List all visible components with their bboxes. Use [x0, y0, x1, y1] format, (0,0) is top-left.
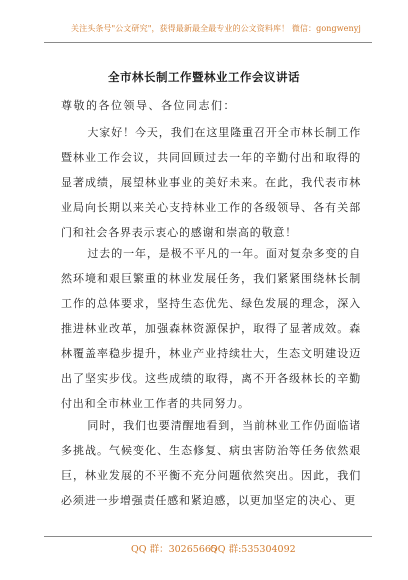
paragraph-challenges: 同时，我们也要清醒地看到，当前林业工作仍面临诸多挑战。气候变化、生态修复、病虫害防治等任务依然艰巨，林业发展的不平衡不充分问题依然突出。因此，我们必须进一步增强责任感和紧迫感，以更加坚定的决心、更 [61, 419, 361, 507]
footer-qq-group-1: QQ 群：30265665 [131, 544, 217, 555]
footer-divider [44, 536, 372, 537]
page-footer [0, 536, 408, 556]
salutation: 尊敬的各位领导、各位同志们： [61, 99, 236, 112]
header-divider [44, 42, 372, 43]
header-promo-text: 关注头条号"公文研究"，获得最新最全最专业的公文资料库！ 微信：gongwenyj [71, 24, 361, 33]
paragraph-review: 过去的一年，是极不平凡的一年。面对复杂多变的自然环境和艰巨繁重的林业发展任务，我们紧紧围绕林长制工作的总体要求，坚持生态优先、绿色发展的理念，深入推进林业改革，加强森林资源保护，取得了显著成效。森林覆盖率稳步提升，林业产业持续壮大，生态文明建设迈出了坚实步伐。这些成绩的取得，离不开各级林长的辛勤付出和全市林业工作者的共同努力。 [61, 247, 361, 410]
page-header [0, 0, 408, 60]
paragraph-opening: 大家好！今天，我们在这里隆重召开全市林长制工作暨林业工作会议，共同回顾过去一年的辛勤付出和取得的显著成绩，展望林业事业的美好未来。在此，我代表市林业局向长期以来关心支持林业工作的各级领导、各有关部门和社会各界表示衷心的感谢和崇高的敬意！ [61, 126, 361, 239]
document-title: 全市林长制工作暨林业工作会议讲话 [108, 70, 300, 84]
footer-qq-group-2: QQ 群:535304092 [210, 544, 296, 555]
